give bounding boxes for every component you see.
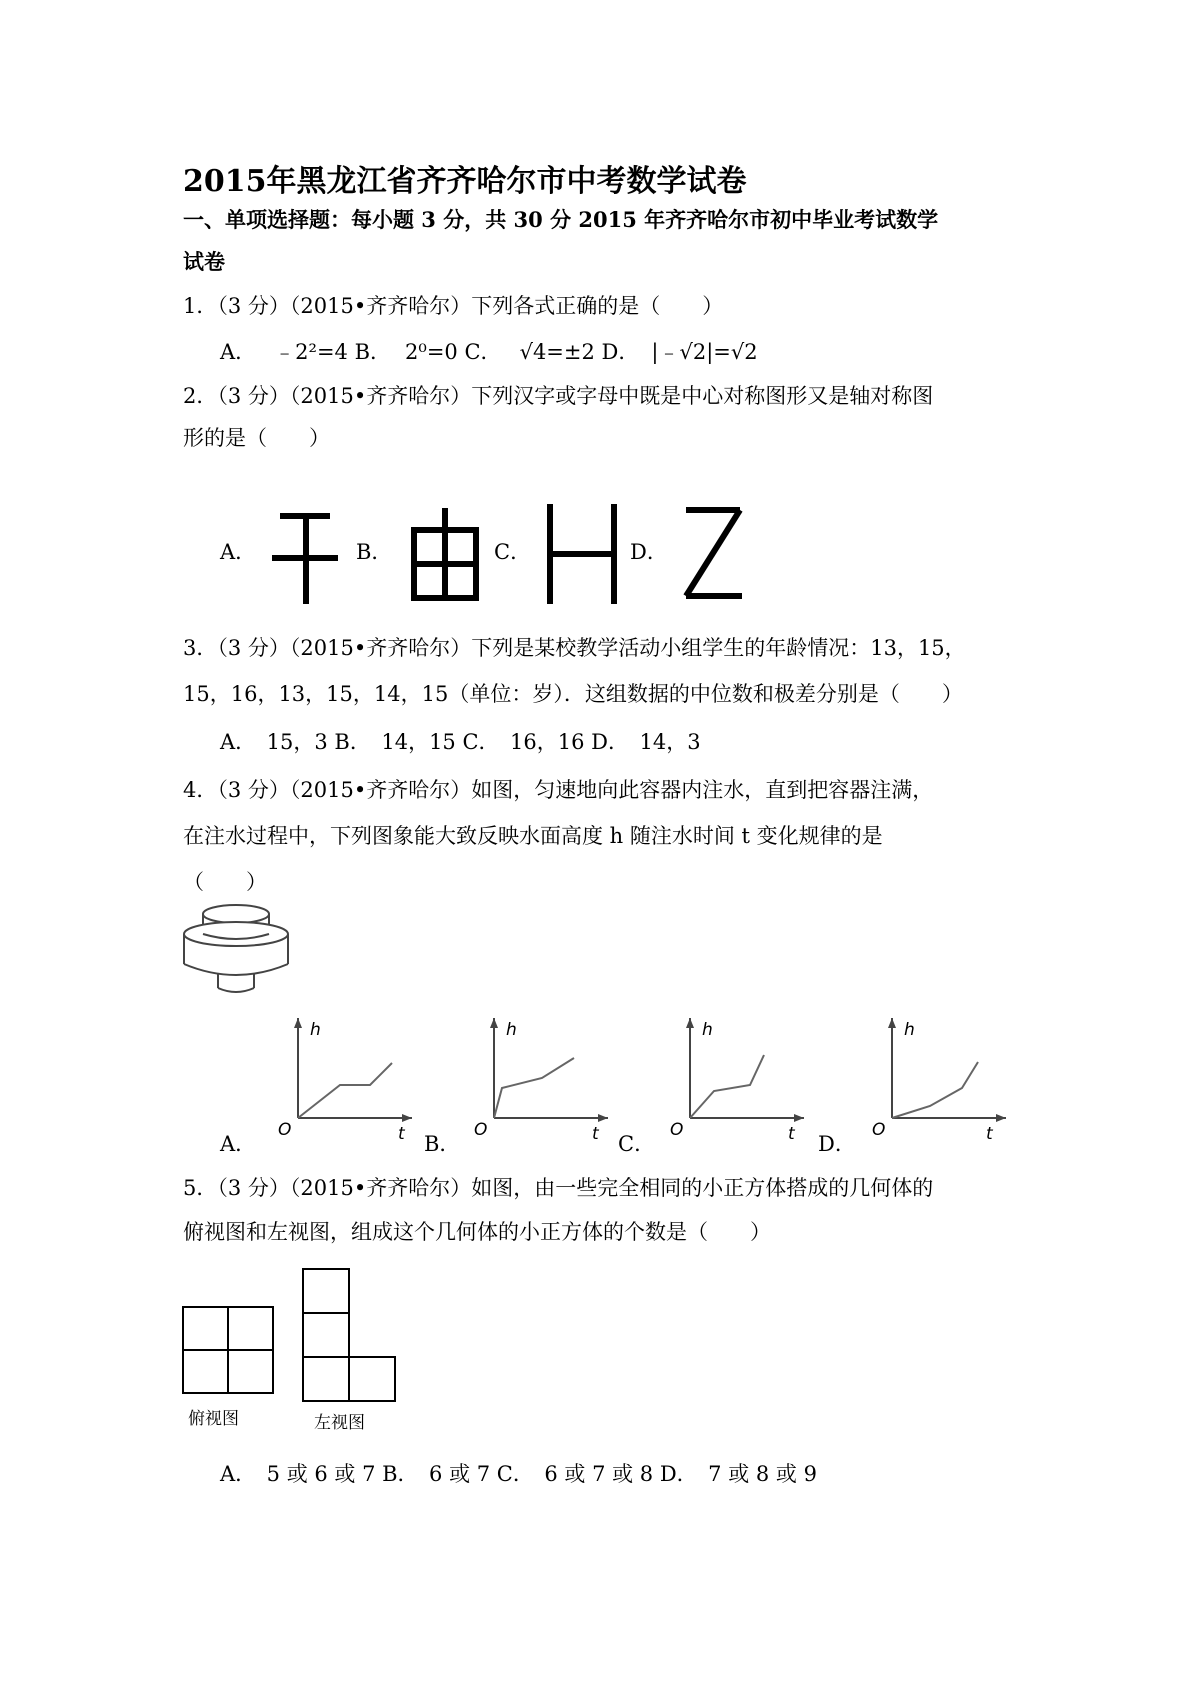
graph-c-x-label: t: [788, 1124, 795, 1144]
graph-d-origin-label: O: [872, 1120, 886, 1140]
left-view-caption: 左视图: [314, 1413, 365, 1433]
question-5-options: A． 5 或 6 或 7 B． 6 或 7 C． 6 或 7 或 8 D． 7 或 8 或 9: [220, 1462, 817, 1486]
left-view-figure: [302, 1268, 396, 1402]
q2-option-c-label: C．: [494, 540, 532, 564]
graph-a-origin-label: O: [278, 1120, 292, 1140]
graph-c-origin-label: O: [670, 1120, 684, 1140]
graph-a-y-label: h: [310, 1020, 321, 1040]
question-3-stem-cont: 15，16，13，15，14，15（单位：岁）．这组数据的中位数和极差分别是（ ）: [183, 682, 963, 706]
q4-option-d-label: D．: [818, 1132, 856, 1156]
glyph-you-image: [410, 506, 480, 602]
graph-a: [272, 1018, 412, 1128]
top-view-figure: [182, 1306, 274, 1394]
graph-b-x-label: t: [592, 1124, 599, 1144]
graph-b-origin-label: O: [474, 1120, 488, 1140]
question-3-options: A． 15，3 B． 14，15 C． 16，16 D． 14，3: [220, 730, 701, 754]
q1-option-a-label: A．: [220, 340, 257, 364]
graph-a-x-label: t: [398, 1124, 405, 1144]
glyph-gan-image: [270, 508, 340, 604]
question-4-stem-cont2: （ ）: [183, 870, 267, 894]
question-1-stem: 1．（3 分）（2015•齐齐哈尔）下列各式正确的是（ ）: [183, 294, 724, 318]
glyph-h-image: [544, 504, 620, 604]
graph-c: [664, 1018, 804, 1128]
glyph-z-image: [682, 506, 744, 602]
graph-d: [866, 1018, 1006, 1128]
top-view-caption: 俯视图: [188, 1409, 239, 1429]
q2-option-a-label: A．: [220, 540, 257, 564]
container-figure: [182, 900, 290, 996]
question-1-options: [220, 336, 758, 366]
graph-b: [468, 1018, 608, 1128]
question-5-stem-cont: 俯视图和左视图，组成这个几何体的小正方体的个数是（ ）: [183, 1220, 771, 1244]
q2-option-b-label: B．: [356, 540, 393, 564]
section-heading-cont: 试卷: [183, 249, 225, 274]
q4-option-a-label: A．: [220, 1132, 257, 1156]
q1-option-d-label: D．: [601, 340, 640, 364]
question-2-stem-cont: 形的是（ ）: [183, 426, 330, 450]
q1-option-b-text: 2⁰=0: [405, 340, 458, 364]
question-4-stem: 4．（3 分）（2015•齐齐哈尔）如图，匀速地向此容器内注水，直到把容器注满，: [183, 778, 934, 802]
graph-d-y-label: h: [904, 1020, 915, 1040]
q1-option-c-text: √4=±2: [519, 340, 595, 364]
question-5-stem: 5．（3 分）（2015•齐齐哈尔）如图，由一些完全相同的小正方体搭成的几何体的: [183, 1176, 934, 1200]
q2-option-d-label: D．: [630, 540, 668, 564]
graph-d-x-label: t: [986, 1124, 993, 1144]
section-heading: 一、单项选择题：每小题 3 分，共 30 分 2015 年齐齐哈尔市初中毕业考试数学: [183, 207, 939, 232]
question-2-stem: 2．（3 分）（2015•齐齐哈尔）下列汉字或字母中既是中心对称图形又是轴对称图: [183, 384, 934, 408]
question-4-stem-cont: 在注水过程中，下列图象能大致反映水面高度 h 随注水时间 t 变化规律的是: [183, 824, 883, 848]
question-3-stem: 3．（3 分）（2015•齐齐哈尔）下列是某校教学活动小组学生的年龄情况：13，15，: [183, 636, 966, 660]
q1-option-b-label: B．: [354, 340, 392, 364]
page-title: 2015年黑龙江省齐齐哈尔市中考数学试卷: [183, 164, 747, 199]
q1-option-c-label: C．: [464, 340, 502, 364]
q1-option-d-text: |﹣√2|=√2: [651, 340, 758, 364]
graph-b-y-label: h: [506, 1020, 517, 1040]
q1-option-a-text: ﹣2²=4: [274, 340, 348, 364]
q4-option-c-label: C．: [618, 1132, 656, 1156]
q4-option-b-label: B．: [424, 1132, 461, 1156]
graph-c-y-label: h: [702, 1020, 713, 1040]
